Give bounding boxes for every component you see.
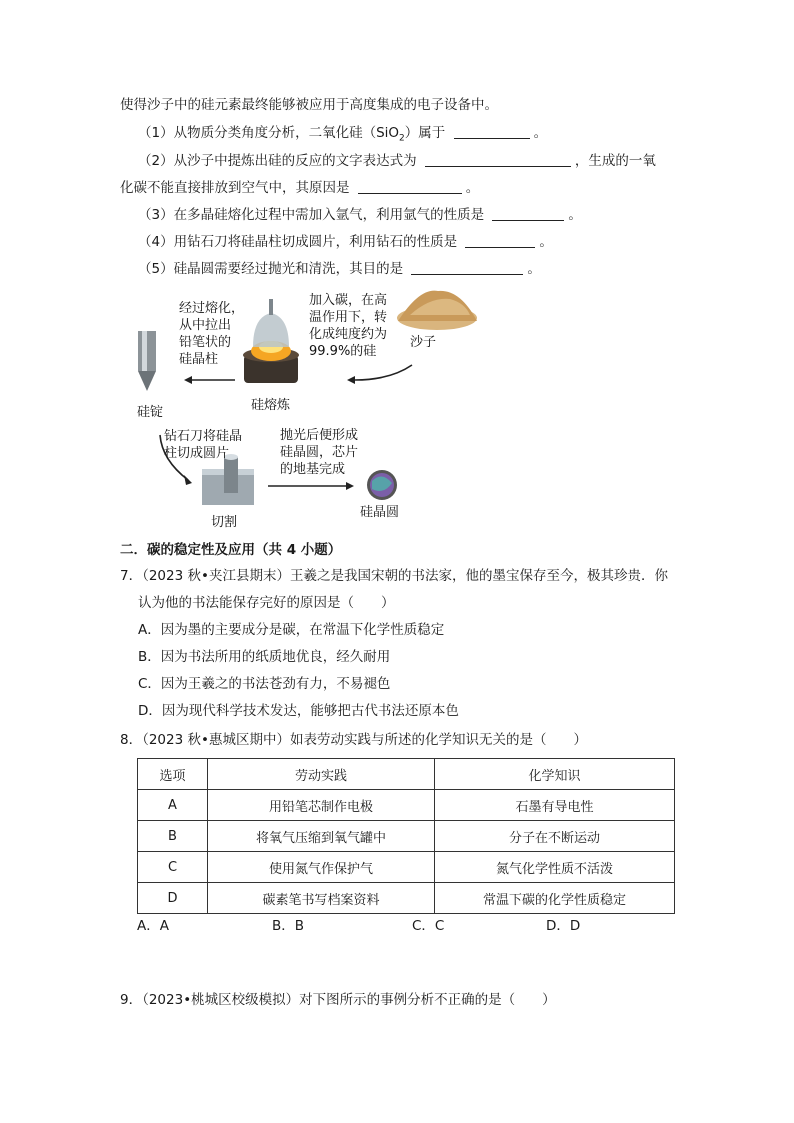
carbon-description: 加入碳，在高 温作用下，转 化成纯度约为 99.9%的硅 bbox=[309, 293, 388, 359]
table-row: C 使用氮气作保护气 氮气化学性质不活泼 bbox=[138, 852, 675, 883]
sub-question-4: （4）用钻石刀将硅晶柱切成圆片，利用钻石的性质是 。 bbox=[138, 234, 553, 250]
q8-option-d[interactable]: D．D bbox=[546, 918, 581, 934]
sand-image bbox=[397, 291, 477, 330]
polish-description: 抛光后便形成 硅晶圆，芯片 的地基完成 bbox=[280, 428, 359, 477]
q7-option-a[interactable]: A．因为墨的主要成分是碳，在常温下化学性质稳定 bbox=[138, 622, 445, 638]
wafer-image bbox=[367, 470, 397, 500]
answer-blank[interactable] bbox=[425, 152, 571, 167]
q7-option-d[interactable]: D．因为现代科学技术发达，能够把古代书法还原本色 bbox=[138, 703, 459, 719]
answer-blank[interactable] bbox=[492, 206, 564, 221]
answer-blank[interactable] bbox=[411, 260, 523, 275]
table-header-row bbox=[138, 759, 675, 790]
cut-description: 钻石刀将硅晶 柱切成圆片 bbox=[164, 429, 243, 461]
q8-stem: 8．（2023 秋•惠城区期中）如表劳动实践与所述的化学知识无关的是（ ） bbox=[120, 732, 587, 748]
q7-stem-line2: 认为他的书法能保存完好的原因是（ ） bbox=[138, 595, 395, 611]
section-title: 二．碳的稳定性及应用（共 4 小题） bbox=[120, 542, 342, 558]
table-row: B 将氧气压缩到氧气罐中 分子在不断运动 bbox=[138, 821, 675, 852]
furnace-image bbox=[243, 299, 299, 383]
melt-description: 经过熔化， 从中拉出 铅笔状的 硅晶柱 bbox=[179, 301, 245, 367]
table-header: 劳动实践 bbox=[208, 759, 435, 790]
q7-option-b[interactable]: B．因为书法所用的纸质地优良，经久耐用 bbox=[138, 649, 391, 665]
answer-blank[interactable] bbox=[454, 124, 530, 139]
wafer-label: 硅晶圆 bbox=[360, 505, 400, 520]
q8-option-b[interactable]: B．B bbox=[272, 918, 305, 934]
answer-blank[interactable] bbox=[465, 233, 535, 248]
ingot-label: 硅锭 bbox=[137, 405, 164, 420]
sub-question-2: （2）从沙子中提炼出硅的反应的文字表达式为 ，生成的一氧 bbox=[138, 153, 656, 169]
q7-stem-line1: 7．（2023 秋•夹江县期末）王羲之是我国宋朝的书法家，他的墨宝保存至今，极其珍贵．你 bbox=[120, 568, 668, 584]
sub-question-3: （3）在多晶硅熔化过程中需加入氩气，利用氩气的性质是 。 bbox=[138, 207, 582, 223]
sub-question-2-cont: 化碳不能直接排放到空气中，其原因是 。 bbox=[120, 180, 480, 196]
q7-option-c[interactable]: C．因为王羲之的书法苍劲有力，不易褪色 bbox=[138, 676, 391, 692]
q8-table bbox=[137, 758, 675, 914]
intro-text: 使得沙子中的硅元素最终能够被应用于高度集成的电子设备中。 bbox=[120, 97, 498, 113]
furnace-label: 硅熔炼 bbox=[251, 398, 291, 413]
table-header: 化学知识 bbox=[435, 759, 675, 790]
cut-label: 切割 bbox=[211, 515, 238, 530]
q8-option-a[interactable]: A．A bbox=[137, 918, 169, 934]
answer-blank[interactable] bbox=[358, 179, 462, 194]
q9-stem: 9．（2023•桃城区校级模拟）对下图所示的事例分析不正确的是（ ） bbox=[120, 992, 556, 1008]
sub-question-5: （5）硅晶圆需要经过抛光和清洗，其目的是 。 bbox=[138, 261, 541, 277]
sand-label: 沙子 bbox=[410, 335, 437, 350]
table-row: D 碳素笔书写档案资料 常温下碳的化学性质稳定 bbox=[138, 883, 675, 914]
table-row: A 用铅笔芯制作电极 石墨有导电性 bbox=[138, 790, 675, 821]
q8-option-c[interactable]: C．C bbox=[412, 918, 445, 934]
table-header: 选项 bbox=[138, 759, 208, 790]
sub-question-1: （1）从物质分类角度分析，二氧化硅（SiO$_2$）属于 。 bbox=[138, 125, 548, 144]
ingot-image bbox=[138, 331, 156, 391]
